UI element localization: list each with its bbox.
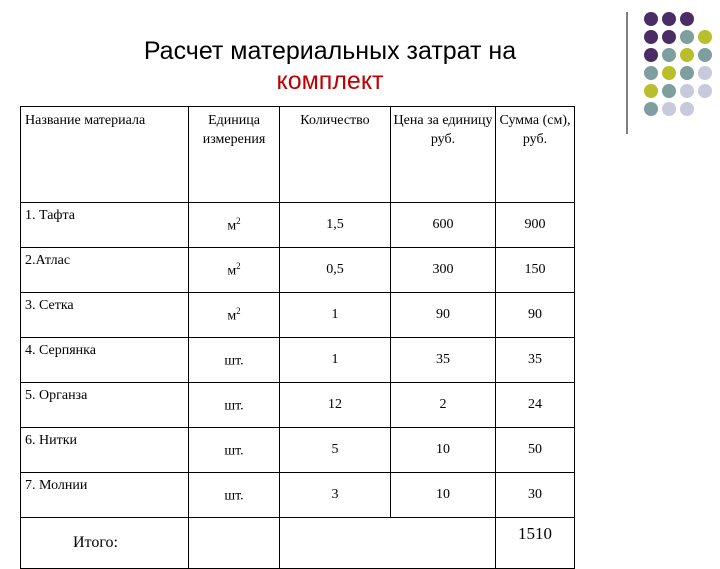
sum-cell: 150 [496,248,575,293]
decorative-dot [698,84,712,98]
sum-cell: 900 [496,203,575,248]
decorative-dot [662,102,676,116]
decorative-dot [680,48,694,62]
unit-cell [189,248,280,293]
price-cell: 600 [391,203,496,248]
decorative-dot [698,48,712,62]
price-cell: 90 [391,293,496,338]
decorative-dot [662,84,676,98]
total-label: Итого: [21,518,189,569]
decorative-dot [644,12,658,26]
header-unit: Единица измерения [189,107,280,203]
total-empty-cell [189,518,280,569]
slide-title-line2: комплект [276,67,384,95]
unit-text: м [227,263,237,279]
decorative-dot [644,102,658,116]
price-cell: 300 [391,248,496,293]
material-name: 7. Молнии [21,473,189,518]
unit-superscript: 2 [236,260,241,271]
price-cell: 35 [391,338,496,383]
decorative-dot [698,30,712,44]
quantity-cell: 1 [280,293,391,338]
table-row [21,248,575,293]
decorative-dot [644,48,658,62]
decorative-dot [662,12,676,26]
decorative-dot [680,12,694,26]
quantity-cell: 0,5 [280,248,391,293]
table-row [21,428,575,473]
quantity-cell: 1 [280,338,391,383]
material-cost-table [20,106,575,569]
unit-text: м [227,218,237,234]
unit-cell [189,203,280,248]
price-cell: 2 [391,383,496,428]
decorative-dot [644,66,658,80]
unit-cell [189,293,280,338]
header-price: Цена за единицу руб. [391,107,496,203]
decorative-dot [680,66,694,80]
unit-superscript: 2 [236,215,241,226]
decorative-dot-grid [640,8,720,128]
decorative-dot [680,84,694,98]
unit-text: шт. [224,443,244,459]
material-name: 1. Тафта [21,203,189,248]
unit-text: м [227,308,237,324]
price-cell: 10 [391,473,496,518]
unit-text: шт. [224,488,244,504]
slide-title [40,36,620,96]
header-quantity: Количество [280,107,391,203]
decorative-dot [644,30,658,44]
table-row [21,293,575,338]
decorative-dot [698,66,712,80]
table-row [21,383,575,428]
material-name: 3. Сетка [21,293,189,338]
sum-cell: 50 [496,428,575,473]
decorative-divider [626,12,628,134]
decorative-dot [644,84,658,98]
unit-cell [189,383,280,428]
header-sum: Сумма (см), руб. [496,107,575,203]
material-name: 6. Нитки [21,428,189,473]
table-row [21,203,575,248]
unit-text: шт. [224,353,244,369]
sum-cell: 90 [496,293,575,338]
unit-cell [189,428,280,473]
header-material: Название материала [21,107,189,203]
decorative-dot [680,102,694,116]
price-cell: 10 [391,428,496,473]
table-header-row [21,107,575,203]
unit-cell [189,338,280,383]
material-name: 5. Органза [21,383,189,428]
quantity-cell: 12 [280,383,391,428]
decorative-dot [680,30,694,44]
material-name: 4. Серпянка [21,338,189,383]
slide-title-line1: Расчет материальных затрат на [143,37,517,65]
decorative-dot [662,66,676,80]
sum-cell: 24 [496,383,575,428]
table-row [21,473,575,518]
table-total-row [21,518,575,569]
quantity-cell: 3 [280,473,391,518]
total-sum: 1510 [496,518,575,569]
total-empty-cell [280,518,496,569]
table-row [21,338,575,383]
sum-cell: 30 [496,473,575,518]
unit-text: шт. [224,398,244,414]
unit-superscript: 2 [236,305,241,316]
unit-cell [189,473,280,518]
decorative-dot [662,48,676,62]
quantity-cell: 1,5 [280,203,391,248]
sum-cell: 35 [496,338,575,383]
material-name: 2.Атлас [21,248,189,293]
quantity-cell: 5 [280,428,391,473]
decorative-dot [662,30,676,44]
